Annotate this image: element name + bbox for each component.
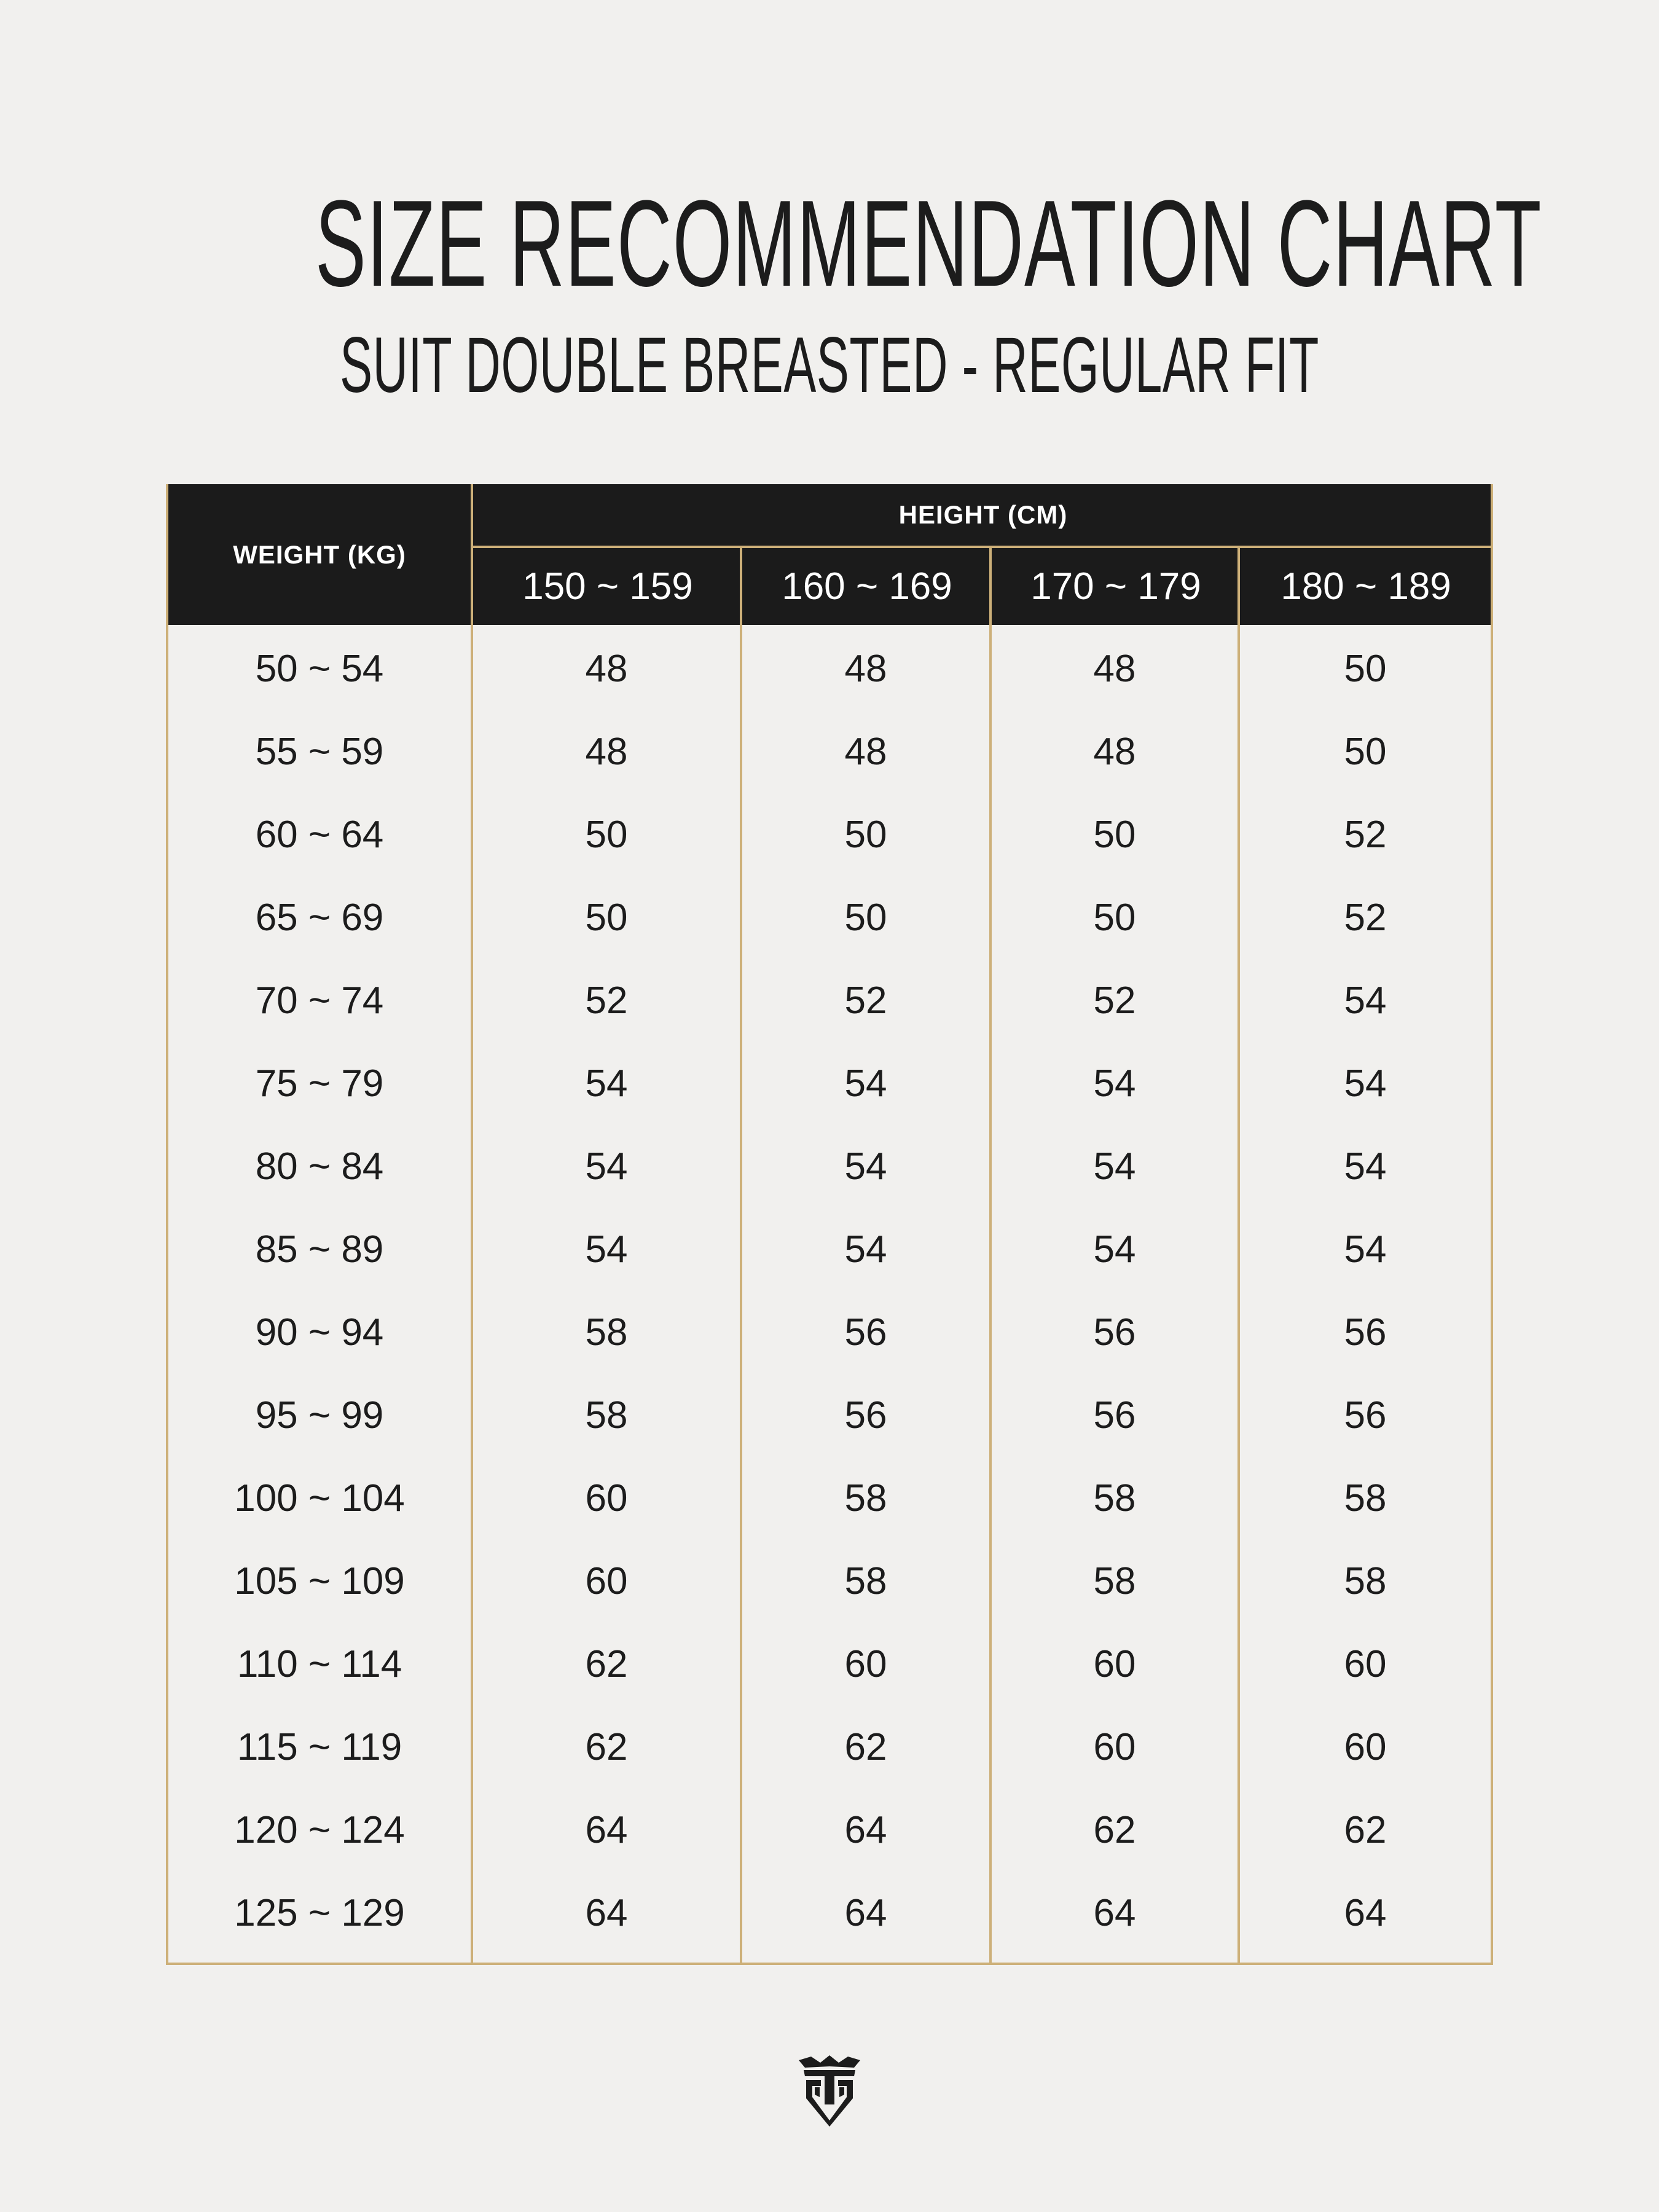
size-value-cell: 54 xyxy=(1093,1228,1136,1271)
weight-range-cell: 95 ~ 99 xyxy=(255,1394,384,1437)
header-divider xyxy=(472,546,1493,548)
size-value-cell: 54 xyxy=(844,1145,887,1188)
height-column-header: 150 ~ 159 xyxy=(522,565,693,608)
weight-range-cell: 65 ~ 69 xyxy=(255,896,384,939)
size-value-cell: 60 xyxy=(844,1643,887,1685)
height-column-header: 160 ~ 169 xyxy=(782,565,952,608)
table-border-right xyxy=(1491,484,1493,1965)
weight-range-cell: 60 ~ 64 xyxy=(255,814,384,856)
weight-range-cell: 125 ~ 129 xyxy=(234,1892,405,1934)
size-value-cell: 60 xyxy=(1093,1726,1136,1768)
size-value-cell: 52 xyxy=(585,979,628,1022)
size-value-cell: 54 xyxy=(585,1062,628,1105)
size-value-cell: 56 xyxy=(1093,1394,1136,1437)
size-value-cell: 62 xyxy=(1093,1809,1136,1851)
size-value-cell: 50 xyxy=(1093,896,1136,939)
height-column-header: 170 ~ 179 xyxy=(1030,565,1201,608)
size-value-cell: 60 xyxy=(1093,1643,1136,1685)
weight-range-cell: 55 ~ 59 xyxy=(255,731,384,773)
height-column-header: 180 ~ 189 xyxy=(1281,565,1451,608)
size-value-cell: 52 xyxy=(844,979,887,1022)
weight-range-cell: 120 ~ 124 xyxy=(234,1809,405,1851)
weight-range-cell: 75 ~ 79 xyxy=(255,1062,384,1105)
size-value-cell: 58 xyxy=(1093,1477,1136,1520)
size-value-cell: 50 xyxy=(585,814,628,856)
monogram-crest-icon xyxy=(793,2049,866,2129)
size-value-cell: 58 xyxy=(844,1477,887,1520)
size-value-cell: 60 xyxy=(1344,1726,1387,1768)
size-value-cell: 62 xyxy=(585,1643,628,1685)
size-value-cell: 48 xyxy=(844,648,887,690)
size-value-cell: 50 xyxy=(1344,648,1387,690)
size-value-cell: 64 xyxy=(585,1809,628,1851)
size-value-cell: 54 xyxy=(1093,1062,1136,1105)
size-value-cell: 56 xyxy=(1344,1311,1387,1354)
size-value-cell: 50 xyxy=(585,896,628,939)
size-value-cell: 52 xyxy=(1344,814,1387,856)
size-value-cell: 50 xyxy=(1093,814,1136,856)
size-value-cell: 62 xyxy=(585,1726,628,1768)
size-value-cell: 56 xyxy=(1344,1394,1387,1437)
size-value-cell: 54 xyxy=(844,1228,887,1271)
size-value-cell: 62 xyxy=(1344,1809,1387,1851)
size-value-cell: 54 xyxy=(844,1062,887,1105)
size-value-cell: 48 xyxy=(1093,731,1136,773)
size-value-cell: 58 xyxy=(844,1560,887,1602)
weight-column-header: WEIGHT (KG) xyxy=(233,539,406,569)
weight-range-cell: 110 ~ 114 xyxy=(237,1643,402,1685)
size-value-cell: 50 xyxy=(844,814,887,856)
size-value-cell: 58 xyxy=(585,1311,628,1354)
size-value-cell: 56 xyxy=(844,1394,887,1437)
size-value-cell: 64 xyxy=(844,1809,887,1851)
size-value-cell: 62 xyxy=(844,1726,887,1768)
page-subtitle: SUIT DOUBLE BREASTED - REGULAR FIT xyxy=(340,321,1319,409)
size-value-cell: 56 xyxy=(1093,1311,1136,1354)
size-value-cell: 48 xyxy=(585,731,628,773)
size-value-cell: 58 xyxy=(1344,1560,1387,1602)
size-value-cell: 54 xyxy=(1344,1062,1387,1105)
weight-range-cell: 85 ~ 89 xyxy=(255,1228,384,1271)
page-title: SIZE RECOMMENDATION CHART xyxy=(315,175,1542,312)
size-value-cell: 60 xyxy=(585,1560,628,1602)
size-value-cell: 50 xyxy=(844,896,887,939)
size-value-cell: 48 xyxy=(1093,648,1136,690)
size-value-cell: 54 xyxy=(585,1145,628,1188)
size-value-cell: 54 xyxy=(1344,1145,1387,1188)
weight-range-cell: 100 ~ 104 xyxy=(234,1477,405,1520)
weight-range-cell: 50 ~ 54 xyxy=(255,648,384,690)
size-value-cell: 54 xyxy=(1093,1145,1136,1188)
size-value-cell: 54 xyxy=(1344,1228,1387,1271)
size-value-cell: 64 xyxy=(844,1892,887,1934)
weight-range-cell: 105 ~ 109 xyxy=(234,1560,405,1602)
size-value-cell: 58 xyxy=(1093,1560,1136,1602)
size-value-cell: 58 xyxy=(1344,1477,1387,1520)
table-border-bottom xyxy=(166,1963,1493,1965)
weight-range-cell: 115 ~ 119 xyxy=(237,1726,402,1768)
size-value-cell: 54 xyxy=(1344,979,1387,1022)
size-value-cell: 54 xyxy=(585,1228,628,1271)
weight-range-cell: 90 ~ 94 xyxy=(255,1311,384,1354)
weight-range-cell: 70 ~ 74 xyxy=(255,979,384,1022)
size-value-cell: 64 xyxy=(585,1892,628,1934)
size-value-cell: 60 xyxy=(1344,1643,1387,1685)
size-value-cell: 60 xyxy=(585,1477,628,1520)
size-value-cell: 56 xyxy=(844,1311,887,1354)
size-value-cell: 48 xyxy=(844,731,887,773)
size-value-cell: 58 xyxy=(585,1394,628,1437)
weight-range-cell: 80 ~ 84 xyxy=(255,1145,384,1188)
size-value-cell: 50 xyxy=(1344,731,1387,773)
size-value-cell: 48 xyxy=(585,648,628,690)
size-table xyxy=(166,484,1493,1965)
size-value-cell: 64 xyxy=(1344,1892,1387,1934)
height-group-header: HEIGHT (CM) xyxy=(898,500,1068,529)
size-value-cell: 52 xyxy=(1344,896,1387,939)
size-value-cell: 64 xyxy=(1093,1892,1136,1934)
size-value-cell: 52 xyxy=(1093,979,1136,1022)
